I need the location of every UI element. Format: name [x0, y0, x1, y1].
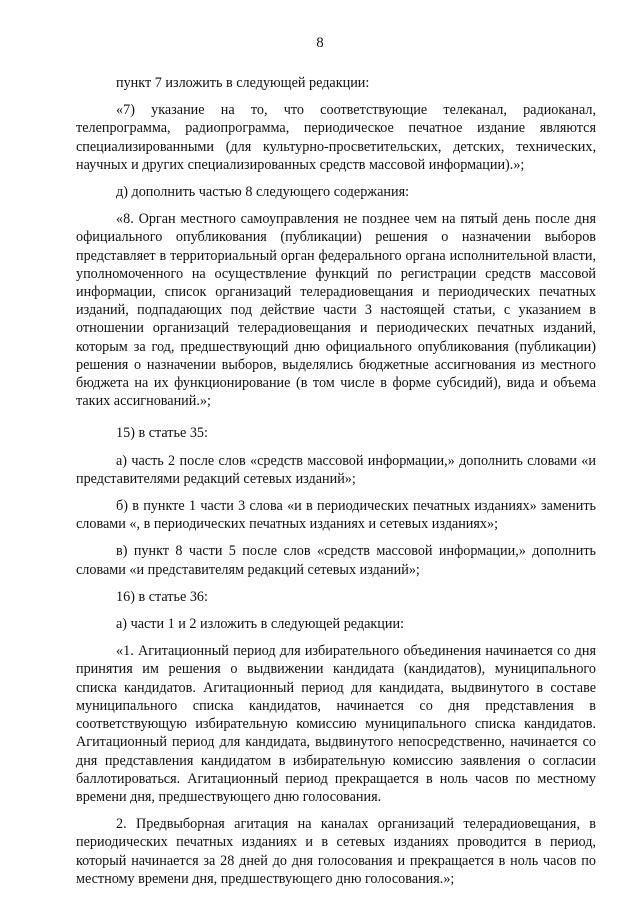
paragraph-11: «1. Агитационный период для избирательного объединения начинается со дня принятия им решения о выдвижении кандидата (кандидатов), муниципального списка кандидатов. Агитационный период для кандидата, выдвинутого в составе муниципального списка кандидатов, начинается со дня представления в соответствующую избирательную комиссию муниципального списка кандидатов. Агитационный период для кандидата, выдвинутого непосредственно, начинается со дня представления кандидатом в избирательную комиссию заявления о согласии баллотироваться. Агитационный период прекращается в ноль часов по местному времени дня, предшествующего дню голосования.: [76, 643, 596, 805]
paragraph-3: д) дополнить частью 8 следующего содержания:: [116, 184, 410, 201]
paragraph-4: «8. Орган местного самоуправления не позднее чем на пятый день после дня официального опубликования (публикации) решения о назначении выборов представляет в территориальный орган федерального органа исполнительной власти, уполномоченного на осуществление функций по регистрации средств массовой информации, список организаций телерадиовещания и периодических печатных изданий, подпадающих под действие части 3 настоящей статьи, с указанием в отношении организаций телерадиовещания и периодических печатных изданий, которым за год, предшествующий дню официального опубликования (публикации) решения о назначении выборов, выделялись бюджетные ассигнования из местного бюджета на их функционирование (в том числе в форме субсидий), вида и объема таких ассигнований.»;: [76, 211, 596, 410]
paragraph-2: «7) указание на то, что соответствующие телеканал, радиоканал, телепрограмма, радиопрограмма, периодическое печатное издание являются специализированными (для культурно-просветительских, детских, технических, научных и других специализированных средств массовой информации).»;: [76, 102, 596, 173]
page-number: 8: [316, 35, 324, 51]
paragraph-9: 16) в статье 36:: [116, 588, 208, 605]
paragraph-10: а) части 1 и 2 изложить в следующей редакции:: [116, 616, 405, 633]
document-body: [76, 74, 596, 897]
paragraph-6: а) часть 2 после слов «средств массовой информации,» дополнить словами «и представителями редакций сетевых изданий»;: [76, 452, 596, 487]
paragraph-8: в) пункт 8 части 5 после слов «средств массовой информации,» дополнить словами «и представителям редакций сетевых изданий»;: [76, 543, 596, 578]
paragraph-1: пункт 7 изложить в следующей редакции:: [116, 75, 370, 91]
paragraph-12: 2. Предвыборная агитация на каналах организаций телерадиовещания, в периодических печатных изданиях и в сетевых изданиях проводится в период, который начинается за 28 дней до дня голосования и прекращается в ноль часов по местному времени дня, предшествующего дню голосования.»;: [76, 816, 596, 887]
paragraph-7: б) в пункте 1 части 3 слова «и в периодических печатных изданиях» заменить словами «, в периодических печатных изданиях и сетевых изданиях»;: [76, 498, 596, 533]
paragraph-5: 15) в статье 35:: [116, 425, 208, 442]
